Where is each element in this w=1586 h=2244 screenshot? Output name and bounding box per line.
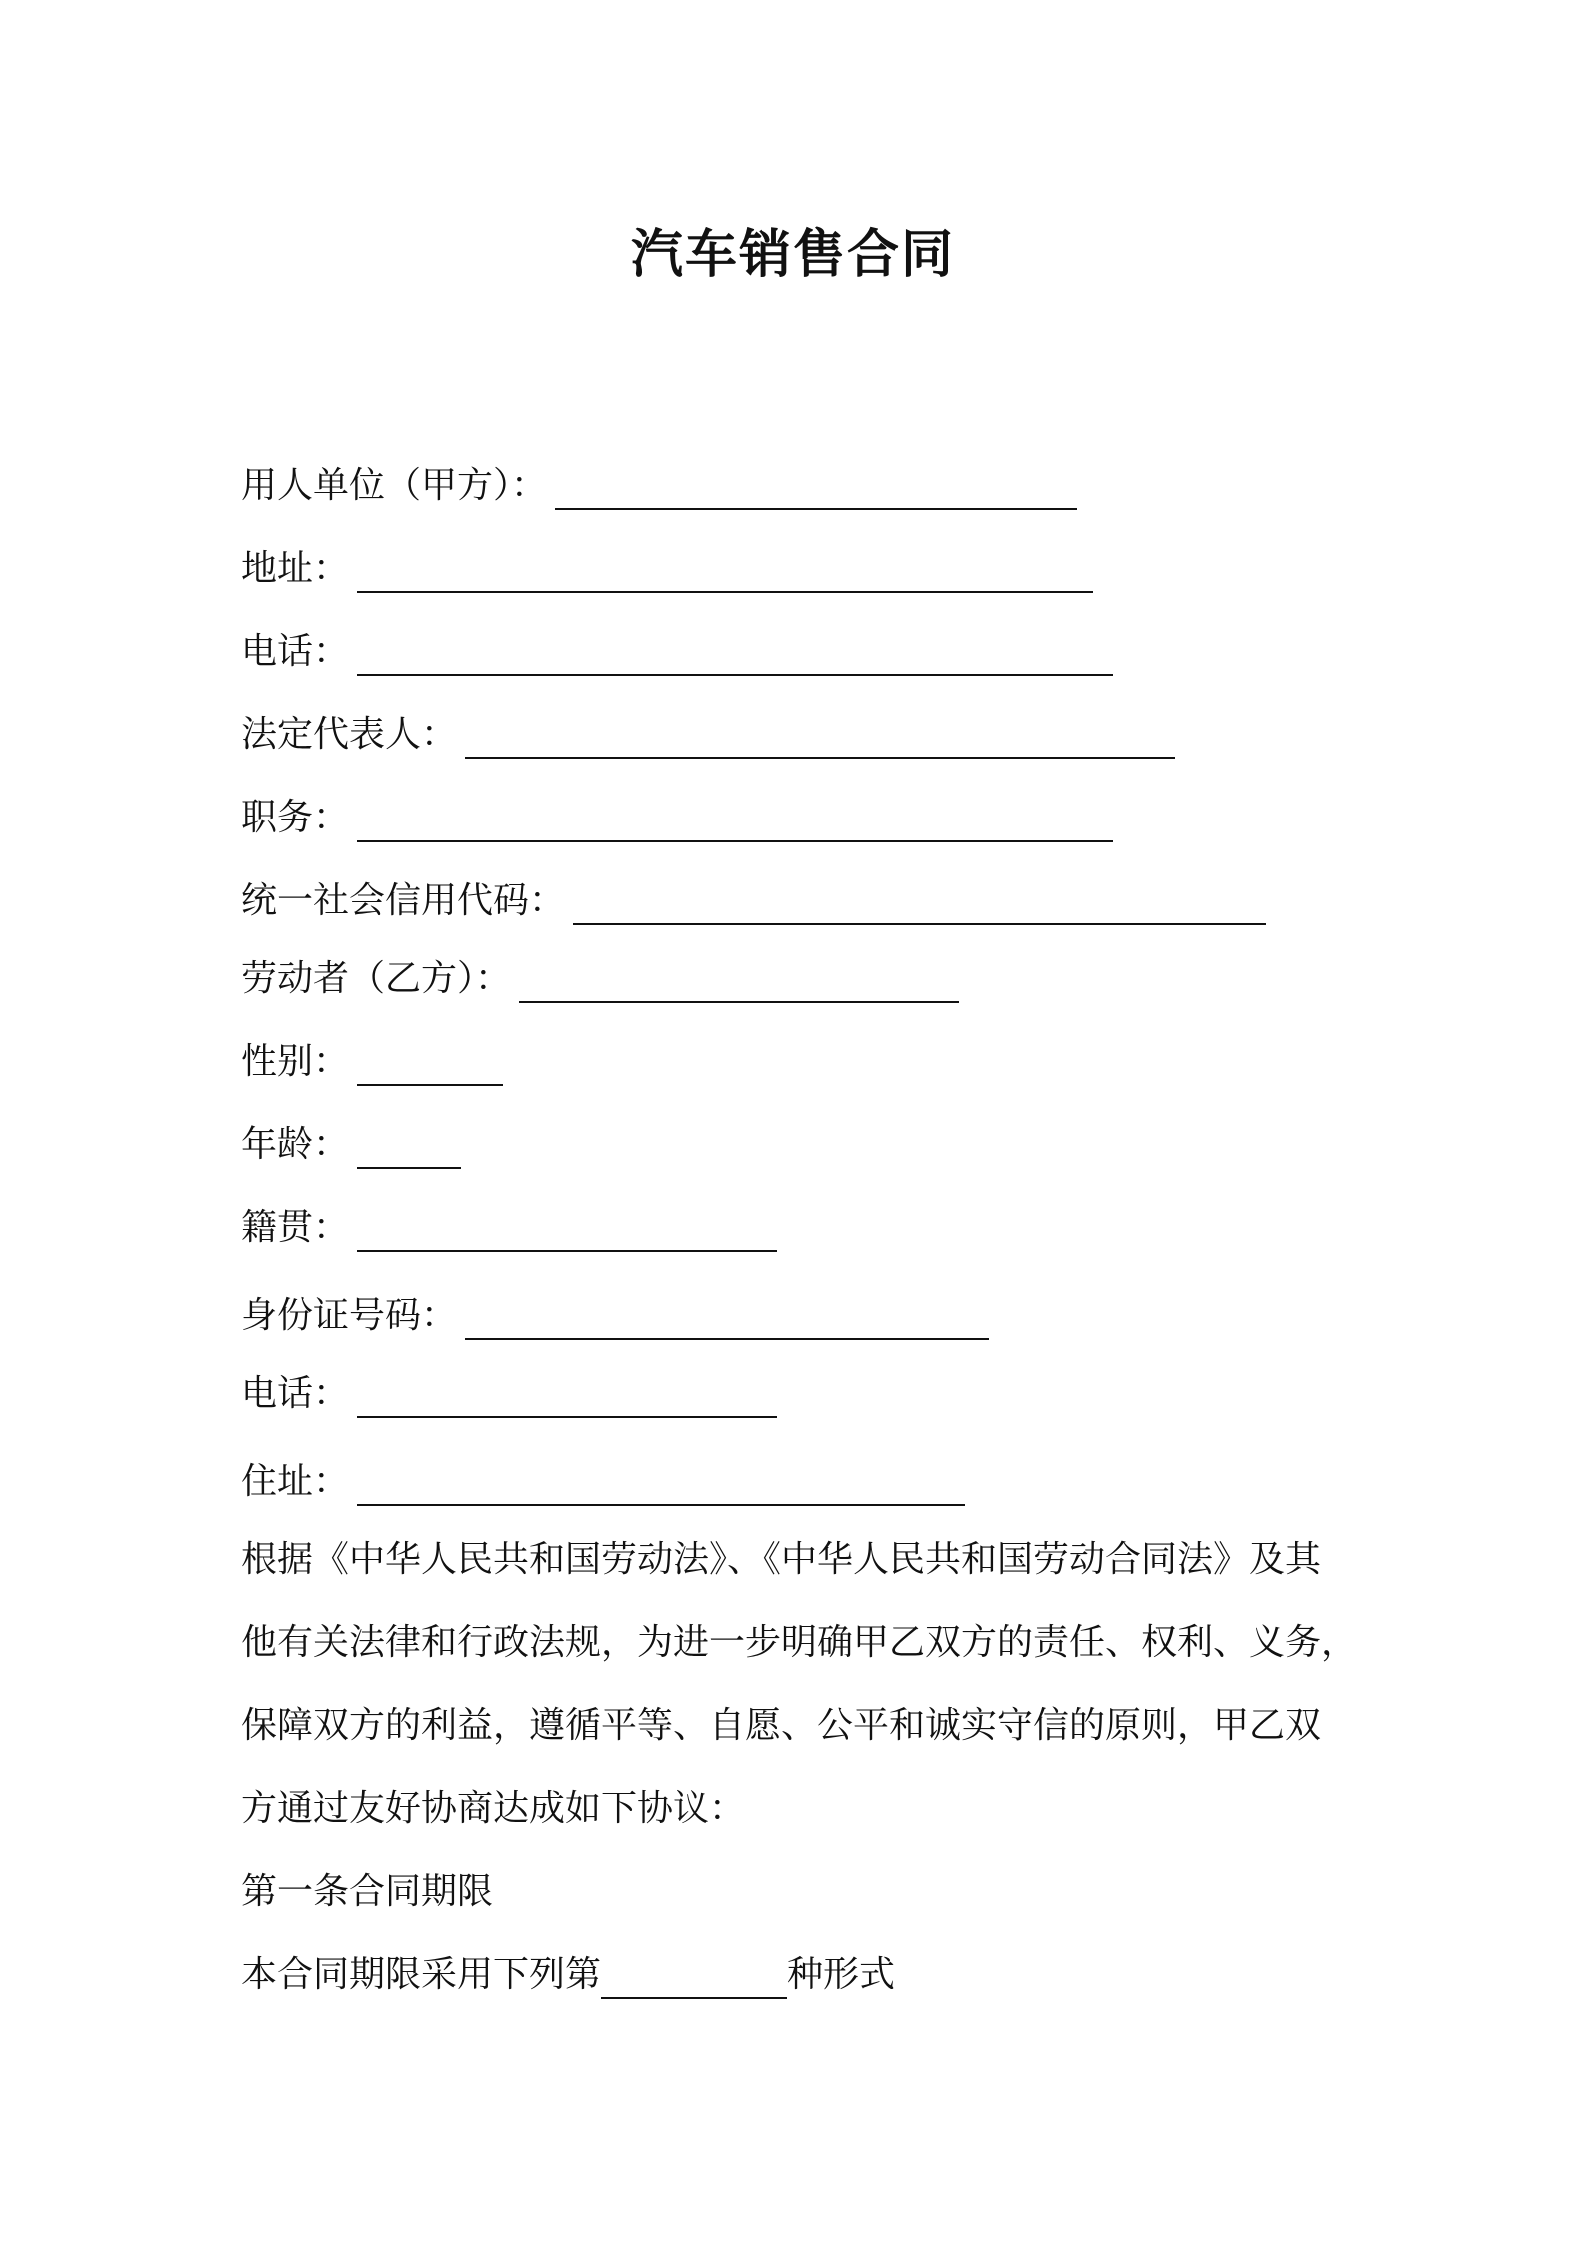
age-blank[interactable] [357, 1129, 461, 1169]
employer-address-blank[interactable] [357, 553, 1093, 593]
credit-code-blank[interactable] [573, 885, 1266, 925]
worker-phone-blank[interactable] [357, 1378, 777, 1418]
residence-blank[interactable] [357, 1466, 965, 1506]
credit-code-field [241, 877, 1266, 925]
preamble-line-1: 根据《中华人民共和国劳动法》、《中华人民共和国劳动合同法》及其 [241, 1539, 1322, 1580]
article1-form-blank[interactable] [601, 1959, 787, 1999]
id-number-field [241, 1292, 989, 1340]
residence-label: 住址： [241, 1461, 350, 1502]
preamble-line-3: 保障双方的利益，遵循平等、自愿、公平和诚实守信的原则，甲乙双 [241, 1705, 1322, 1746]
legal-rep-blank[interactable] [465, 719, 1175, 759]
employer-phone-blank[interactable] [357, 636, 1113, 676]
id-number-blank[interactable] [465, 1300, 989, 1340]
article1-text-after: 种形式 [787, 1954, 896, 1995]
legal-rep-field [241, 711, 1175, 759]
gender-label: 性别： [241, 1041, 350, 1082]
article1-text [241, 1951, 895, 1999]
native-place-blank[interactable] [357, 1212, 777, 1252]
worker-phone-label: 电话： [241, 1373, 350, 1414]
credit-code-label: 统一社会信用代码： [241, 880, 566, 921]
position-blank[interactable] [357, 802, 1113, 842]
employer-address-label: 地址： [241, 548, 350, 589]
document-title: 汽车销售合同 [630, 225, 955, 285]
worker-phone-field [241, 1370, 777, 1418]
age-label: 年龄： [241, 1124, 350, 1165]
preamble-line-2: 他有关法律和行政法规，为进一步明确甲乙双方的责任、权利、义务， [241, 1622, 1358, 1663]
employer-phone-field [241, 628, 1113, 676]
employer-field [241, 462, 1077, 510]
employer-label: 用人单位（甲方）： [241, 465, 548, 506]
native-place-field [241, 1204, 777, 1252]
age-field [241, 1121, 461, 1169]
article1-heading: 第一条合同期限 [241, 1871, 494, 1912]
gender-field [241, 1038, 503, 1086]
article1-text-before: 本合同期限采用下列第 [241, 1954, 602, 1995]
position-field [241, 794, 1113, 842]
native-place-label: 籍贯： [241, 1207, 350, 1248]
legal-rep-label: 法定代表人： [241, 714, 458, 755]
worker-label: 劳动者（乙方）： [241, 958, 512, 999]
position-label: 职务： [241, 797, 350, 838]
residence-field [241, 1458, 965, 1506]
preamble-line-4: 方通过友好协商达成如下协议： [241, 1788, 746, 1829]
employer-phone-label: 电话： [241, 631, 350, 672]
employer-address-field [241, 545, 1093, 593]
gender-blank[interactable] [357, 1046, 503, 1086]
employer-blank[interactable] [555, 470, 1077, 510]
worker-blank[interactable] [519, 963, 959, 1003]
id-number-label: 身份证号码： [241, 1295, 458, 1336]
worker-field [241, 955, 959, 1003]
